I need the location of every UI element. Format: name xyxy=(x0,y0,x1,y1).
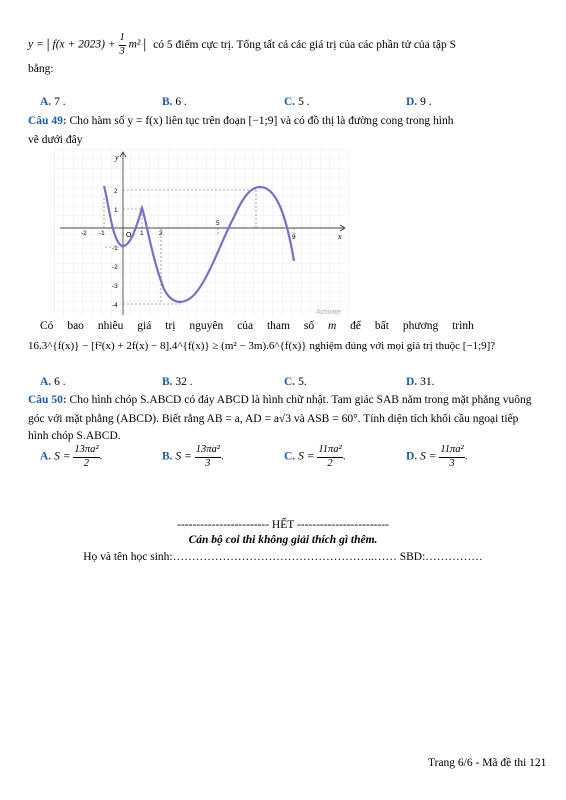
q49-option-a[interactable] xyxy=(40,376,66,388)
option-letter: B. xyxy=(162,450,173,463)
word: Có xyxy=(40,320,54,332)
student-info-line: Họ và tên học sinh:……………………………………………..…… SBD:…………… xyxy=(83,551,483,563)
x-tick-label: 1 xyxy=(140,230,144,237)
y-tick-label: 1 xyxy=(114,207,118,214)
y-label: y xyxy=(115,153,119,162)
frac-num: 11πa² xyxy=(439,445,464,458)
q48-option-c[interactable] xyxy=(284,96,310,108)
option-text: 9 . xyxy=(420,96,432,108)
q50-line2: góc với mặt phẳng (ABCD). Biết rằng AB = a, AD = a√3 và ASB = 60°. Tính diện tích khối cầu ngoại tiếp xyxy=(28,413,519,425)
option-letter: A. xyxy=(40,376,52,388)
word: nguyên xyxy=(189,320,224,332)
word: trị xyxy=(165,320,176,332)
q48-option-d[interactable] xyxy=(406,96,432,108)
y-tick-label: -1 xyxy=(112,245,118,252)
q48-tail: có 5 điểm cực trị. Tổng tất cả các giá trị của các phần tử của tập S xyxy=(153,38,456,51)
page-number: Trang 6/6 - Mã đề thi 121 xyxy=(428,757,547,769)
y-tick-label: -3 xyxy=(112,283,118,290)
option-letter: D. xyxy=(406,376,418,388)
y-tick-label: -2 xyxy=(112,264,118,271)
y-tick-label: -4 xyxy=(112,302,118,309)
option-lhs: S = xyxy=(420,450,437,463)
frac-den: 2 xyxy=(327,457,333,469)
function-graph xyxy=(54,149,350,317)
abs-bar-left: | xyxy=(46,36,50,53)
frac-num: 13πa² xyxy=(73,445,99,458)
q48-frac-num: 1 xyxy=(119,33,126,46)
q49-line4: 16.3^{f(x)} − [f²(x) + 2f(x) − 8].4^{f(x)} ≥ (m² − 3m).6^{f(x)} nghiệm đúng với mọi giá trị thuộc [−1;9]? xyxy=(28,340,496,352)
option-letter: B. xyxy=(162,96,173,108)
option-text: 6 . xyxy=(175,96,187,108)
q49-option-c[interactable] xyxy=(284,376,307,388)
proctor-note: Cán bộ coi thi không giải thích gì thêm. xyxy=(188,534,378,546)
option-fraction xyxy=(195,445,221,469)
q50-label: Câu 50: xyxy=(28,394,67,406)
q49-line3 xyxy=(40,320,474,332)
word: bất xyxy=(374,320,389,332)
x-tick-label: 2 xyxy=(159,230,163,237)
q49-text: Cho hàm số y = f(x) liên tục trên đoạn [−1;9] và có đồ thị là đường cong trong hình xyxy=(69,115,454,127)
x-tick-label: -1 xyxy=(99,230,105,237)
word: bao xyxy=(67,320,84,332)
option-letter: A. xyxy=(40,450,52,463)
word: nhiêu xyxy=(97,320,124,332)
x-label: x xyxy=(338,232,342,241)
option-letter: D. xyxy=(406,450,418,463)
option-text: 32 . xyxy=(175,376,193,388)
word: để xyxy=(350,320,362,332)
abs-bar-right: | xyxy=(143,36,147,53)
option-fraction xyxy=(317,445,342,469)
word: trình xyxy=(452,320,474,332)
end-marker: ------------------------ HẾT ------------------------ xyxy=(177,519,389,531)
word: m xyxy=(327,320,337,332)
frac-den: 3 xyxy=(449,457,455,469)
option-letter: B. xyxy=(162,376,173,388)
q48-option-a[interactable] xyxy=(40,96,66,108)
watermark-text: Activate xyxy=(316,309,341,316)
x-tick-label: -2 xyxy=(81,230,87,237)
option-lhs: S = xyxy=(298,450,315,463)
option-text: 7 . xyxy=(54,96,66,108)
frac-den: 2 xyxy=(83,457,90,469)
q50-option-d[interactable]: D. S = $\frac{\text{11πa²}}{3}$ . xyxy=(406,444,468,469)
q49-option-b[interactable] xyxy=(162,376,193,388)
q48-option-b[interactable] xyxy=(162,96,187,108)
x-tick-label: 9 xyxy=(292,234,296,241)
frac-num: 11πa² xyxy=(317,445,342,458)
q50-option-a[interactable]: A. S = $\frac{\text{13πa²}}{2}$ . xyxy=(40,444,103,469)
y-tick-label: 2 xyxy=(114,188,118,195)
q50-text: Cho hình chóp S.ABCD có đáy ABCD là hình chữ nhật. Tam giác SAB nằm trong mặt phẳng vuông xyxy=(69,394,532,406)
frac-den: 3 xyxy=(205,457,211,469)
option-letter: A. xyxy=(40,96,52,108)
option-text: 31. xyxy=(420,376,435,388)
q50-option-b[interactable]: B. S = $\frac{\text{13πa²}}{3}$ . xyxy=(162,444,224,469)
frac-num: 13πa² xyxy=(195,445,221,458)
q48-frac-den: 3 xyxy=(119,45,125,57)
q48-formula-pre: y = xyxy=(28,38,47,51)
option-lhs: S = xyxy=(175,450,192,463)
q50-line1 xyxy=(28,394,532,406)
q48-fraction xyxy=(119,33,126,57)
graph-svg xyxy=(54,149,350,317)
x-tick-label: 5 xyxy=(216,220,220,227)
option-letter: C. xyxy=(284,450,296,463)
q48-formula-line xyxy=(28,33,456,57)
origin-label: O xyxy=(126,232,132,239)
word: phương xyxy=(402,320,439,332)
word: tham xyxy=(266,320,290,332)
option-letter: C. xyxy=(284,96,296,108)
option-text: 5. xyxy=(298,376,307,388)
word: của xyxy=(237,320,254,332)
q49-line2: vẽ dưới đây xyxy=(28,134,83,146)
q48-formula-f: f(x + 2023) + xyxy=(52,38,119,51)
q50-option-c[interactable]: C. S = $\frac{\text{11πa²}}{2}$ . xyxy=(284,444,346,469)
word: số xyxy=(303,320,315,332)
option-text: 6 . xyxy=(54,376,66,388)
option-fraction xyxy=(439,445,464,469)
option-letter: C. xyxy=(284,376,296,388)
q50-line3: hình chóp S.ABCD. xyxy=(28,430,121,442)
option-fraction xyxy=(73,445,99,469)
q49-label: Câu 49: xyxy=(28,115,67,127)
word: giá xyxy=(137,320,152,332)
option-lhs: S = xyxy=(54,450,71,463)
option-letter: D. xyxy=(406,96,418,108)
q49-line1 xyxy=(28,115,453,127)
q48-m2: m² xyxy=(128,38,141,51)
q48-tail2: bằng: xyxy=(28,63,54,75)
q49-option-d[interactable] xyxy=(406,376,434,388)
option-text: 5 . xyxy=(298,96,310,108)
